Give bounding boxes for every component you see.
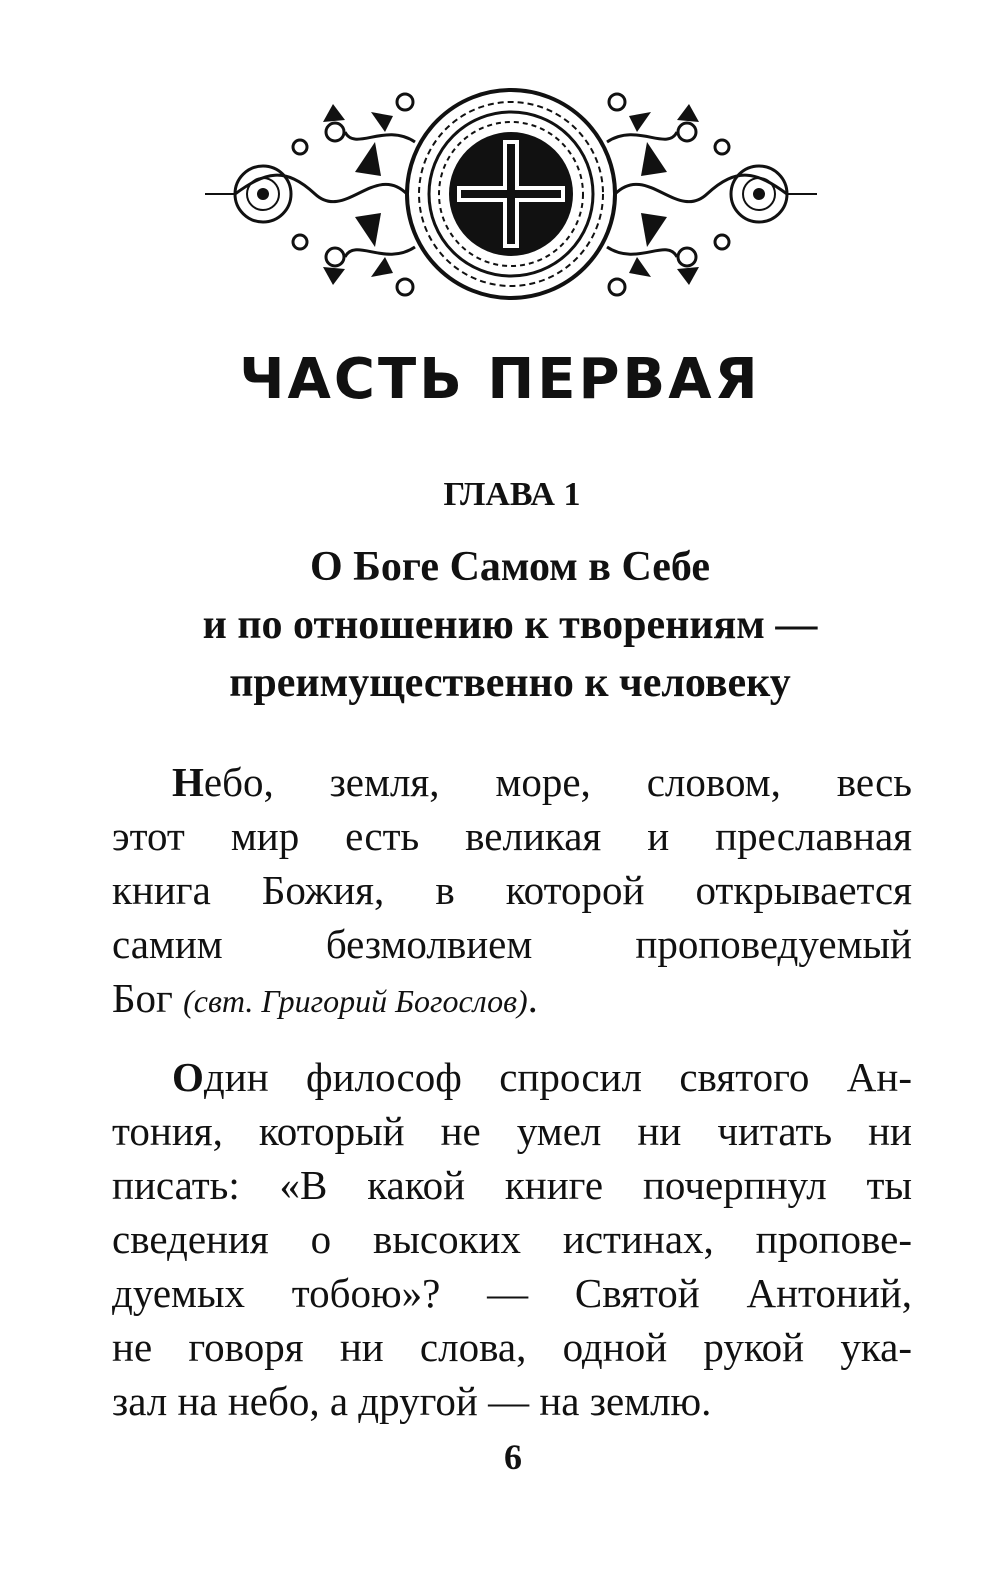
chapter-title-line: и по отношению к творениям — [202, 602, 818, 648]
paragraph-line: Бог (свт. Григорий Богослов). [112, 975, 538, 1021]
quote-attribution: (свт. Григорий Богослов) [183, 983, 528, 1019]
paragraph-line: тония, который не умел ни читать ни [112, 1108, 912, 1154]
ornamental-cross-headpiece-icon [205, 82, 817, 307]
paragraph-line: книга Божия, в которой открывается [112, 867, 912, 913]
chapter-title-line: преимущественно к человеку [229, 660, 791, 706]
paragraph-line: сведения о высоких истинах, пропове- [112, 1216, 912, 1262]
chapter-title-line: О Боге Самом в Себе [309, 544, 711, 590]
paragraph-line: дуемых тобою»? — Святой Антоний, [112, 1270, 912, 1316]
chapter-label: ГЛАВА 1 [443, 476, 581, 513]
paragraph-line: зал на небо, а другой — на землю. [112, 1378, 712, 1424]
paragraph-anthony [112, 1050, 912, 1428]
paragraph-heaven-earth [112, 755, 912, 1025]
initial-letter: Н [172, 759, 204, 805]
part-title: ЧАСТЬ ПЕРВАЯ [239, 347, 761, 412]
paragraph-line: Небо, земля, море, словом, весь [172, 759, 912, 805]
paragraph-line: не говоря ни слова, одной рукой ука- [112, 1324, 912, 1370]
chapter-title [100, 538, 920, 712]
paragraph-line: этот мир есть великая и преславная [112, 813, 912, 859]
paragraph-line: писать: «В какой книге почерпнул ты [112, 1162, 912, 1208]
paragraph-line: Один философ спросил святого Ан- [172, 1054, 912, 1100]
initial-letter: О [172, 1054, 204, 1100]
paragraph-line: самим безмолвием проповедуемый [112, 921, 912, 967]
page-number: 6 [504, 1437, 522, 1477]
